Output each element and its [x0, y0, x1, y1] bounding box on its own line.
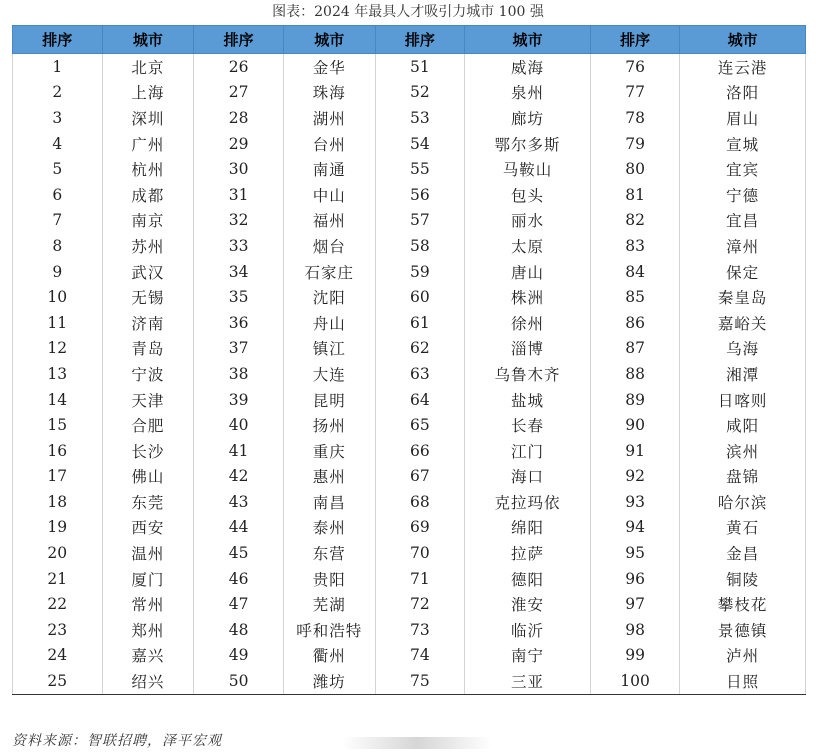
city-cell: 乌海	[680, 336, 806, 362]
rank-cell: 5	[13, 156, 103, 182]
city-cell: 镇江	[283, 336, 375, 362]
rank-cell: 67	[375, 464, 465, 490]
header-rank: 排序	[194, 26, 284, 54]
city-cell: 北京	[102, 54, 194, 80]
rank-cell: 16	[13, 438, 103, 464]
city-cell: 成都	[102, 182, 194, 208]
city-cell: 郑州	[102, 617, 194, 643]
city-cell: 攀枝花	[680, 591, 806, 617]
rank-cell: 65	[375, 412, 465, 438]
rank-cell: 57	[375, 208, 465, 234]
city-cell: 大连	[283, 361, 375, 387]
rank-cell: 49	[194, 643, 284, 669]
rank-cell: 100	[590, 668, 680, 694]
rank-cell: 79	[590, 131, 680, 157]
table-row	[13, 284, 806, 310]
city-cell: 南宁	[465, 643, 591, 669]
rank-cell: 2	[13, 80, 103, 106]
rank-cell: 13	[13, 361, 103, 387]
rank-cell: 93	[590, 489, 680, 515]
city-cell: 连云港	[680, 54, 806, 80]
rank-cell: 54	[375, 131, 465, 157]
city-cell: 苏州	[102, 233, 194, 259]
city-cell: 唐山	[465, 259, 591, 285]
city-cell: 嘉兴	[102, 643, 194, 669]
rank-cell: 78	[590, 105, 680, 131]
city-cell: 惠州	[283, 464, 375, 490]
rank-cell: 84	[590, 259, 680, 285]
city-cell: 长沙	[102, 438, 194, 464]
table-row	[13, 105, 806, 131]
city-cell: 湖州	[283, 105, 375, 131]
city-cell: 合肥	[102, 412, 194, 438]
city-cell: 宜昌	[680, 208, 806, 234]
rank-cell: 4	[13, 131, 103, 157]
table-title: 图表：2024 年最具人才吸引力城市 100 强	[272, 4, 544, 20]
city-cell: 日喀则	[680, 387, 806, 413]
city-cell: 盘锦	[680, 464, 806, 490]
rank-cell: 26	[194, 54, 284, 80]
city-cell: 扬州	[283, 412, 375, 438]
city-cell: 盐城	[465, 387, 591, 413]
rank-cell: 56	[375, 182, 465, 208]
rank-cell: 17	[13, 464, 103, 490]
rank-cell: 37	[194, 336, 284, 362]
rank-cell: 48	[194, 617, 284, 643]
rank-cell: 69	[375, 515, 465, 541]
rank-cell: 55	[375, 156, 465, 182]
rank-cell: 96	[590, 566, 680, 592]
table-row	[13, 464, 806, 490]
rank-cell: 62	[375, 336, 465, 362]
city-cell: 温州	[102, 540, 194, 566]
rank-cell: 87	[590, 336, 680, 362]
city-cell: 南通	[283, 156, 375, 182]
city-cell: 芜湖	[283, 591, 375, 617]
rank-cell: 45	[194, 540, 284, 566]
rank-cell: 10	[13, 284, 103, 310]
rank-cell: 42	[194, 464, 284, 490]
rank-cell: 88	[590, 361, 680, 387]
rank-cell: 64	[375, 387, 465, 413]
city-cell: 克拉玛依	[465, 489, 591, 515]
city-cell: 烟台	[283, 233, 375, 259]
rank-cell: 36	[194, 310, 284, 336]
rank-cell: 3	[13, 105, 103, 131]
rank-cell: 43	[194, 489, 284, 515]
rank-cell: 86	[590, 310, 680, 336]
city-cell: 日照	[680, 668, 806, 694]
city-cell: 哈尔滨	[680, 489, 806, 515]
table-body	[13, 54, 806, 695]
city-cell: 呼和浩特	[283, 617, 375, 643]
rank-cell: 24	[13, 643, 103, 669]
rank-cell: 31	[194, 182, 284, 208]
rank-cell: 66	[375, 438, 465, 464]
rank-cell: 95	[590, 540, 680, 566]
city-cell: 金昌	[680, 540, 806, 566]
rank-cell: 25	[13, 668, 103, 694]
city-cell: 衢州	[283, 643, 375, 669]
city-cell: 漳州	[680, 233, 806, 259]
rank-cell: 91	[590, 438, 680, 464]
rank-cell: 15	[13, 412, 103, 438]
city-cell: 淄博	[465, 336, 591, 362]
rank-cell: 90	[590, 412, 680, 438]
city-cell: 无锡	[102, 284, 194, 310]
rank-cell: 27	[194, 80, 284, 106]
city-cell: 铜陵	[680, 566, 806, 592]
city-cell: 宣城	[680, 131, 806, 157]
city-cell: 泰州	[283, 515, 375, 541]
rank-cell: 74	[375, 643, 465, 669]
rank-cell: 52	[375, 80, 465, 106]
rank-cell: 44	[194, 515, 284, 541]
city-cell: 金华	[283, 54, 375, 80]
rank-cell: 71	[375, 566, 465, 592]
city-cell: 马鞍山	[465, 156, 591, 182]
rank-cell: 51	[375, 54, 465, 80]
city-cell: 天津	[102, 387, 194, 413]
rank-cell: 11	[13, 310, 103, 336]
table-row	[13, 208, 806, 234]
rank-cell: 98	[590, 617, 680, 643]
city-cell: 绍兴	[102, 668, 194, 694]
header-city: 城市	[283, 26, 375, 54]
rank-cell: 75	[375, 668, 465, 694]
rank-cell: 94	[590, 515, 680, 541]
city-cell: 广州	[102, 131, 194, 157]
rank-cell: 97	[590, 591, 680, 617]
rank-cell: 12	[13, 336, 103, 362]
rank-cell: 60	[375, 284, 465, 310]
header-city: 城市	[465, 26, 591, 54]
table-row	[13, 617, 806, 643]
rank-cell: 8	[13, 233, 103, 259]
rank-cell: 38	[194, 361, 284, 387]
rank-cell: 6	[13, 182, 103, 208]
source-note: 资料来源：智联招聘，泽平宏观	[12, 733, 222, 749]
table-row	[13, 54, 806, 80]
table-row	[13, 310, 806, 336]
rank-cell: 80	[590, 156, 680, 182]
city-cell: 贵阳	[283, 566, 375, 592]
table-row	[13, 489, 806, 515]
rank-cell: 29	[194, 131, 284, 157]
rank-cell: 30	[194, 156, 284, 182]
header-rank: 排序	[13, 26, 103, 54]
rank-cell: 50	[194, 668, 284, 694]
city-cell: 海口	[465, 464, 591, 490]
rank-cell: 59	[375, 259, 465, 285]
city-cell: 石家庄	[283, 259, 375, 285]
table-row	[13, 515, 806, 541]
city-cell: 中山	[283, 182, 375, 208]
rank-cell: 53	[375, 105, 465, 131]
city-cell: 黄石	[680, 515, 806, 541]
city-cell: 太原	[465, 233, 591, 259]
city-cell: 宁德	[680, 182, 806, 208]
city-cell: 上海	[102, 80, 194, 106]
city-cell: 南昌	[283, 489, 375, 515]
table-row	[13, 643, 806, 669]
rank-cell: 70	[375, 540, 465, 566]
rank-cell: 85	[590, 284, 680, 310]
city-cell: 鄂尔多斯	[465, 131, 591, 157]
rank-cell: 33	[194, 233, 284, 259]
rank-cell: 81	[590, 182, 680, 208]
header-city: 城市	[680, 26, 806, 54]
rank-cell: 89	[590, 387, 680, 413]
city-cell: 厦门	[102, 566, 194, 592]
city-cell: 保定	[680, 259, 806, 285]
rank-cell: 46	[194, 566, 284, 592]
rank-cell: 63	[375, 361, 465, 387]
city-cell: 宁波	[102, 361, 194, 387]
city-cell: 拉萨	[465, 540, 591, 566]
city-cell: 潍坊	[283, 668, 375, 694]
rank-cell: 35	[194, 284, 284, 310]
rank-cell: 99	[590, 643, 680, 669]
city-cell: 徐州	[465, 310, 591, 336]
rank-cell: 72	[375, 591, 465, 617]
city-cell: 珠海	[283, 80, 375, 106]
city-cell: 乌鲁木齐	[465, 361, 591, 387]
city-cell: 东莞	[102, 489, 194, 515]
city-cell: 长春	[465, 412, 591, 438]
city-cell: 杭州	[102, 156, 194, 182]
watermark-blur	[342, 737, 492, 749]
table-row	[13, 540, 806, 566]
rank-cell: 28	[194, 105, 284, 131]
city-cell: 绵阳	[465, 515, 591, 541]
rank-cell: 18	[13, 489, 103, 515]
city-cell: 嘉峪关	[680, 310, 806, 336]
rank-cell: 82	[590, 208, 680, 234]
city-cell: 淮安	[465, 591, 591, 617]
table-row	[13, 80, 806, 106]
rank-cell: 58	[375, 233, 465, 259]
city-cell: 江门	[465, 438, 591, 464]
city-cell: 秦皇岛	[680, 284, 806, 310]
city-cell: 重庆	[283, 438, 375, 464]
rank-cell: 23	[13, 617, 103, 643]
rank-cell: 40	[194, 412, 284, 438]
header-rank: 排序	[590, 26, 680, 54]
rank-cell: 92	[590, 464, 680, 490]
rank-cell: 34	[194, 259, 284, 285]
city-cell: 西安	[102, 515, 194, 541]
table-row	[13, 387, 806, 413]
rank-cell: 77	[590, 80, 680, 106]
city-cell: 深圳	[102, 105, 194, 131]
rank-cell: 19	[13, 515, 103, 541]
rank-cell: 61	[375, 310, 465, 336]
city-cell: 景德镇	[680, 617, 806, 643]
city-cell: 南京	[102, 208, 194, 234]
rank-cell: 14	[13, 387, 103, 413]
city-cell: 武汉	[102, 259, 194, 285]
city-cell: 眉山	[680, 105, 806, 131]
rank-cell: 1	[13, 54, 103, 80]
table-row	[13, 182, 806, 208]
header-row	[13, 26, 806, 54]
rank-cell: 47	[194, 591, 284, 617]
table-row	[13, 566, 806, 592]
city-cell: 廊坊	[465, 105, 591, 131]
city-cell: 滨州	[680, 438, 806, 464]
city-cell: 洛阳	[680, 80, 806, 106]
rank-cell: 76	[590, 54, 680, 80]
city-cell: 济南	[102, 310, 194, 336]
city-cell: 舟山	[283, 310, 375, 336]
table-row	[13, 233, 806, 259]
city-cell: 丽水	[465, 208, 591, 234]
table-row	[13, 259, 806, 285]
city-cell: 泉州	[465, 80, 591, 106]
table-row	[13, 668, 806, 694]
city-cell: 德阳	[465, 566, 591, 592]
city-cell: 威海	[465, 54, 591, 80]
header-city: 城市	[102, 26, 194, 54]
header-rank: 排序	[375, 26, 465, 54]
rank-cell: 73	[375, 617, 465, 643]
rank-cell: 68	[375, 489, 465, 515]
city-cell: 佛山	[102, 464, 194, 490]
rank-cell: 32	[194, 208, 284, 234]
city-cell: 包头	[465, 182, 591, 208]
rank-cell: 9	[13, 259, 103, 285]
table-row	[13, 131, 806, 157]
city-cell: 东营	[283, 540, 375, 566]
rank-cell: 7	[13, 208, 103, 234]
city-cell: 昆明	[283, 387, 375, 413]
table-row	[13, 336, 806, 362]
rank-cell: 20	[13, 540, 103, 566]
rank-cell: 83	[590, 233, 680, 259]
table-row	[13, 412, 806, 438]
city-cell: 福州	[283, 208, 375, 234]
city-cell: 宜宾	[680, 156, 806, 182]
table-row	[13, 438, 806, 464]
table-row	[13, 591, 806, 617]
city-cell: 株洲	[465, 284, 591, 310]
city-cell: 青岛	[102, 336, 194, 362]
rank-cell: 39	[194, 387, 284, 413]
city-cell: 湘潭	[680, 361, 806, 387]
city-ranking-table	[12, 25, 806, 695]
rank-cell: 41	[194, 438, 284, 464]
table-row	[13, 361, 806, 387]
city-cell: 三亚	[465, 668, 591, 694]
city-cell: 常州	[102, 591, 194, 617]
city-cell: 沈阳	[283, 284, 375, 310]
city-cell: 泸州	[680, 643, 806, 669]
table-row	[13, 156, 806, 182]
city-cell: 临沂	[465, 617, 591, 643]
rank-cell: 21	[13, 566, 103, 592]
city-cell: 台州	[283, 131, 375, 157]
city-cell: 咸阳	[680, 412, 806, 438]
rank-cell: 22	[13, 591, 103, 617]
